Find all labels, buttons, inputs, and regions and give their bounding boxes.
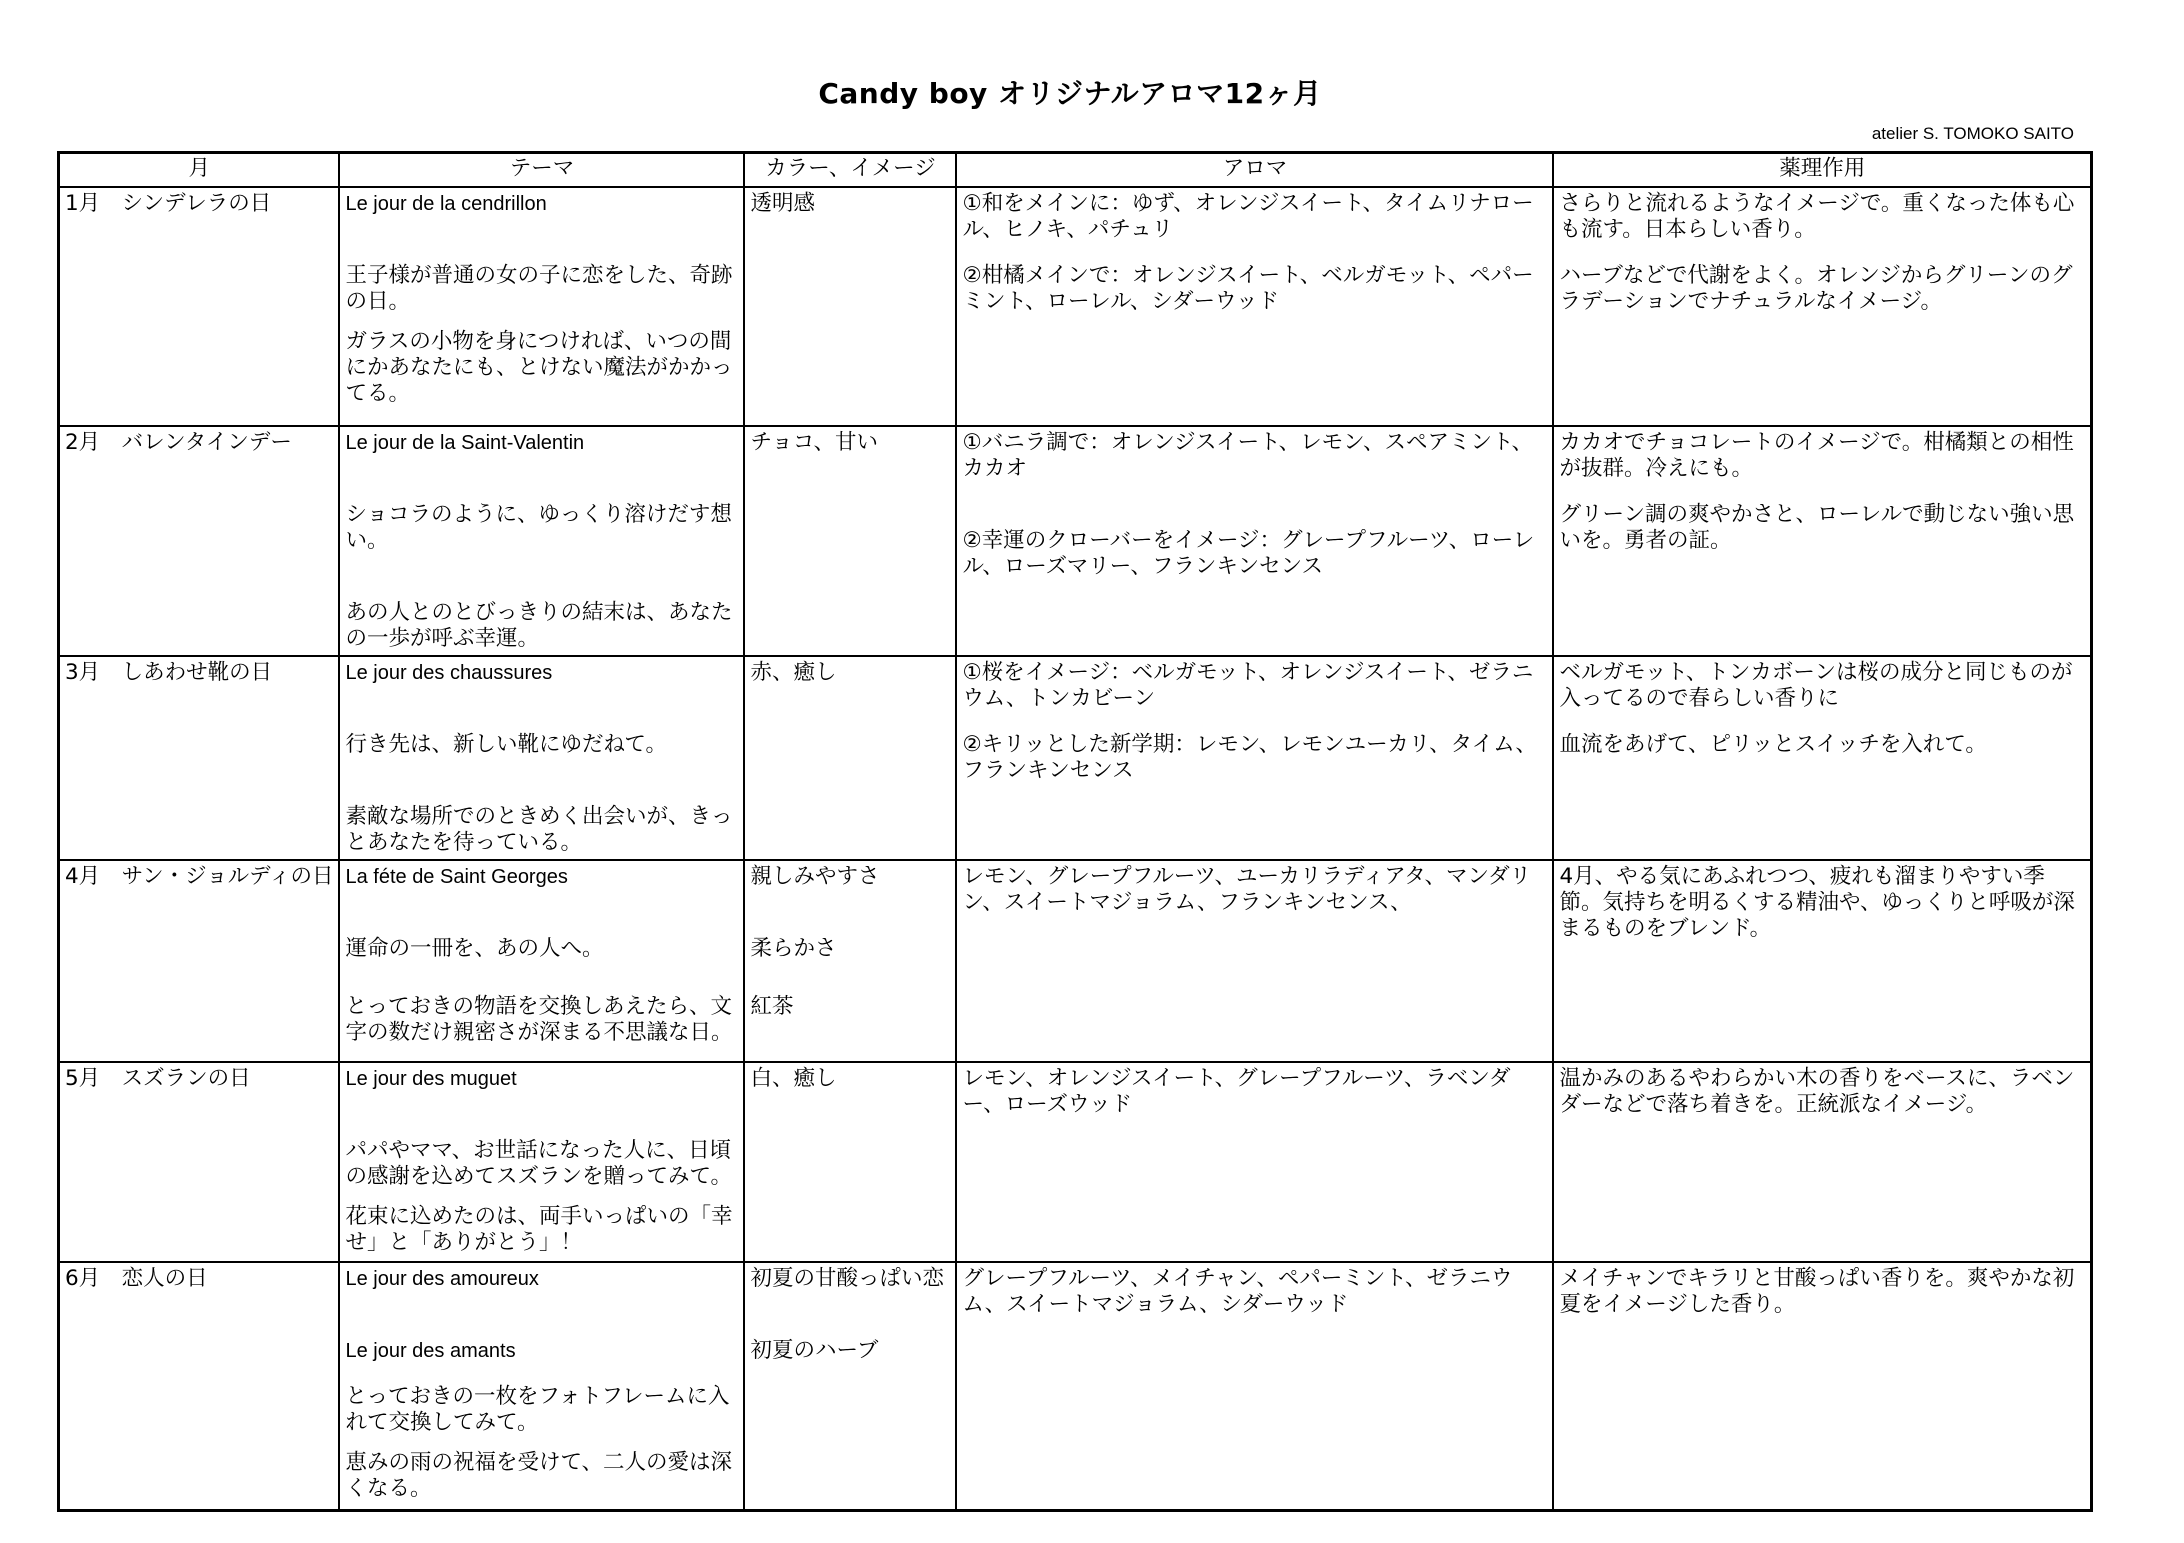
document-title: Candy boy オリジナルアロマ12ヶ月 bbox=[818, 77, 1322, 110]
month-label: 2月 バレンタインデー bbox=[65, 430, 292, 455]
author-credit: atelier S. TOMOKO SAITO bbox=[1871, 124, 2074, 143]
color-cell bbox=[744, 426, 956, 656]
aroma-cell bbox=[956, 187, 1553, 426]
effect-text: ベルガモット、トンカボーンは桜の成分と同じものが入ってるので春らしい香りに bbox=[1559, 660, 2073, 711]
theme-text: ショコラのように、ゆっくり溶けだす想い。 bbox=[345, 502, 732, 553]
aroma-cell bbox=[956, 656, 1553, 860]
month-label: 3月 しあわせ靴の日 bbox=[65, 660, 273, 685]
month-cell bbox=[59, 1062, 340, 1262]
color-cell bbox=[744, 1062, 956, 1262]
color-text: 初夏の甘酸っぱい恋 bbox=[750, 1266, 944, 1291]
aroma-text: グレープフルーツ、メイチャン、ペパーミント、ゼラニウム、スイートマジョラム、シダーウッド bbox=[962, 1266, 1513, 1317]
color-text: 赤、癒し bbox=[750, 660, 837, 685]
color-cell bbox=[744, 187, 956, 426]
header-theme: テーマ bbox=[339, 153, 744, 188]
table-row bbox=[59, 187, 2092, 426]
theme-french-title: Le jour de la Saint-Valentin bbox=[345, 432, 585, 454]
theme-french-title: Le jour de la cendrillon bbox=[345, 193, 547, 215]
theme-text: とっておきの一枚をフォトフレームに入れて交換してみて。 bbox=[345, 1384, 730, 1435]
aroma-cell bbox=[956, 1062, 1553, 1262]
effect-text: 温かみのあるやわらかい木の香りをベースに、ラベンダーなどで落ち着きを。正統派なイメージ。 bbox=[1559, 1066, 2075, 1117]
aroma-text: ②柑橘メインで：オレンジスイート、ベルガモット、ペパーミント、ローレル、シダーウッド bbox=[962, 263, 1534, 314]
aroma-text: レモン、オレンジスイート、グレープフルーツ、ラベンダー、ローズウッド bbox=[962, 1066, 1511, 1117]
effect-text: さらりと流れるようなイメージで。重くなった体も心も流す。日本らしい香り。 bbox=[1559, 191, 2075, 242]
color-cell bbox=[744, 1262, 956, 1510]
header-month: 月 bbox=[59, 153, 340, 188]
month-label: 6月 恋人の日 bbox=[65, 1266, 208, 1291]
effect-cell bbox=[1553, 1262, 2091, 1510]
table-row bbox=[59, 1062, 2092, 1262]
theme-french-title: Le jour des chaussures bbox=[345, 662, 553, 684]
theme-text: 恵みの雨の祝福を受けて、二人の愛は深くなる。 bbox=[345, 1450, 733, 1501]
theme-text: とっておきの物語を交換しあえたら、文字の数だけ親密さが深まる不思議な日。 bbox=[345, 994, 733, 1045]
effect-cell bbox=[1553, 656, 2091, 860]
month-cell bbox=[59, 187, 340, 426]
table-row bbox=[59, 1262, 2092, 1510]
color-cell bbox=[744, 656, 956, 860]
table-row bbox=[59, 860, 2092, 1062]
header-aroma: アロマ bbox=[956, 153, 1553, 188]
theme-text: 運命の一冊を、あの人へ。 bbox=[345, 936, 604, 961]
color-text: チョコ、甘い bbox=[750, 430, 878, 455]
theme-text: 行き先は、新しい靴にゆだねて。 bbox=[345, 732, 668, 757]
theme-text: あの人とのとびっきりの結末は、あなたの一歩が呼ぶ幸運。 bbox=[345, 600, 733, 651]
theme-text: ガラスの小物を身につければ、いつの間にかあなたにも、とけない魔法がかかってる。 bbox=[345, 329, 733, 406]
color-text: 初夏のハーブ bbox=[750, 1338, 879, 1363]
header-color: カラー、イメージ bbox=[744, 153, 956, 188]
theme-cell bbox=[339, 656, 744, 860]
color-text: 柔らかさ bbox=[750, 936, 837, 961]
aroma-cell bbox=[956, 1262, 1553, 1510]
color-text: 親しみやすさ bbox=[750, 864, 880, 889]
theme-text: 素敵な場所でのときめく出会いが、きっとあなたを待っている。 bbox=[345, 804, 733, 855]
theme-text: パパやママ、お世話になった人に、日頃の感謝を込めてスズランを贈ってみて。 bbox=[345, 1138, 733, 1189]
aroma-text: ②幸運のクローバーをイメージ：グレープフルーツ、ローレル、ローズマリー、フランキンセンス bbox=[962, 528, 1535, 579]
theme-french-subtitle: Le jour des amants bbox=[345, 1340, 516, 1362]
header-row bbox=[59, 153, 2092, 188]
effect-cell bbox=[1553, 860, 2091, 1062]
effect-cell bbox=[1553, 1062, 2091, 1262]
color-cell bbox=[744, 860, 956, 1062]
effect-cell bbox=[1553, 187, 2091, 426]
aroma-text: ①バニラ調で：オレンジスイート、レモン、スペアミント、カカオ bbox=[962, 430, 1534, 481]
header-effect: 薬理作用 bbox=[1553, 153, 2091, 188]
aroma-text: ①桜をイメージ：ベルガモット、オレンジスイート、ゼラニウム、トンカビーン bbox=[962, 660, 1534, 711]
month-cell bbox=[59, 426, 340, 656]
table-row bbox=[59, 426, 2092, 656]
month-label: 5月 スズランの日 bbox=[65, 1066, 251, 1091]
effect-text: ハーブなどで代謝をよく。オレンジからグリーンのグラデーションでナチュラルなイメージ。 bbox=[1559, 263, 2073, 314]
theme-cell bbox=[339, 187, 744, 426]
theme-french-title: La féte de Saint Georges bbox=[345, 866, 568, 888]
table-row bbox=[59, 656, 2092, 860]
aroma-cell bbox=[956, 860, 1553, 1062]
effect-text: グリーン調の爽やかさと、ローレルで動じない強い思いを。勇者の証。 bbox=[1559, 502, 2075, 553]
aroma-text: ①和をメインに：ゆず、オレンジスイート、タイムリナロール、ヒノキ、パチュリ bbox=[962, 191, 1534, 242]
theme-text: 花束に込めたのは、両手いっぱいの「幸せ」と「ありがとう」！ bbox=[345, 1204, 733, 1255]
theme-cell bbox=[339, 860, 744, 1062]
effect-text: カカオでチョコレートのイメージで。柑橘類との相性が抜群。冷えにも。 bbox=[1559, 430, 2074, 481]
month-label: 1月 シンデレラの日 bbox=[65, 191, 272, 216]
effect-text: 血流をあげて、ピリッとスイッチを入れて。 bbox=[1559, 732, 1987, 757]
theme-cell bbox=[339, 426, 744, 656]
month-cell bbox=[59, 860, 340, 1062]
aroma-calendar-table bbox=[57, 151, 2093, 1512]
effect-cell bbox=[1553, 426, 2091, 656]
month-label: 4月 サン・ジョルディの日 bbox=[65, 864, 334, 889]
aroma-text: ②キリッとした新学期：レモン、レモンユーカリ、タイム、フランキンセンス bbox=[962, 732, 1537, 783]
color-text: 透明感 bbox=[750, 191, 815, 216]
theme-french-title: Le jour des amoureux bbox=[345, 1268, 539, 1290]
month-cell bbox=[59, 656, 340, 860]
theme-cell bbox=[339, 1062, 744, 1262]
effect-text: 4月、やる気にあふれつつ、疲れも溜まりやすい季節。気持ちを明るくする精油や、ゆっくりと呼吸が深まるものをブレンド。 bbox=[1559, 864, 2075, 941]
theme-french-title: Le jour des muguet bbox=[345, 1068, 517, 1090]
aroma-cell bbox=[956, 426, 1553, 656]
theme-text: 王子様が普通の女の子に恋をした、奇跡の日。 bbox=[345, 263, 733, 314]
theme-cell bbox=[339, 1262, 744, 1510]
effect-text: メイチャンでキラリと甘酸っぱい香りを。爽やかな初夏をイメージした香り。 bbox=[1559, 1266, 2075, 1317]
color-text: 紅茶 bbox=[750, 994, 794, 1019]
color-text: 白、癒し bbox=[750, 1066, 837, 1091]
month-cell bbox=[59, 1262, 340, 1510]
aroma-text: レモン、グレープフルーツ、ユーカリラディアタ、マンダリン、スイートマジョラム、フランキンセンス、 bbox=[962, 864, 1532, 915]
